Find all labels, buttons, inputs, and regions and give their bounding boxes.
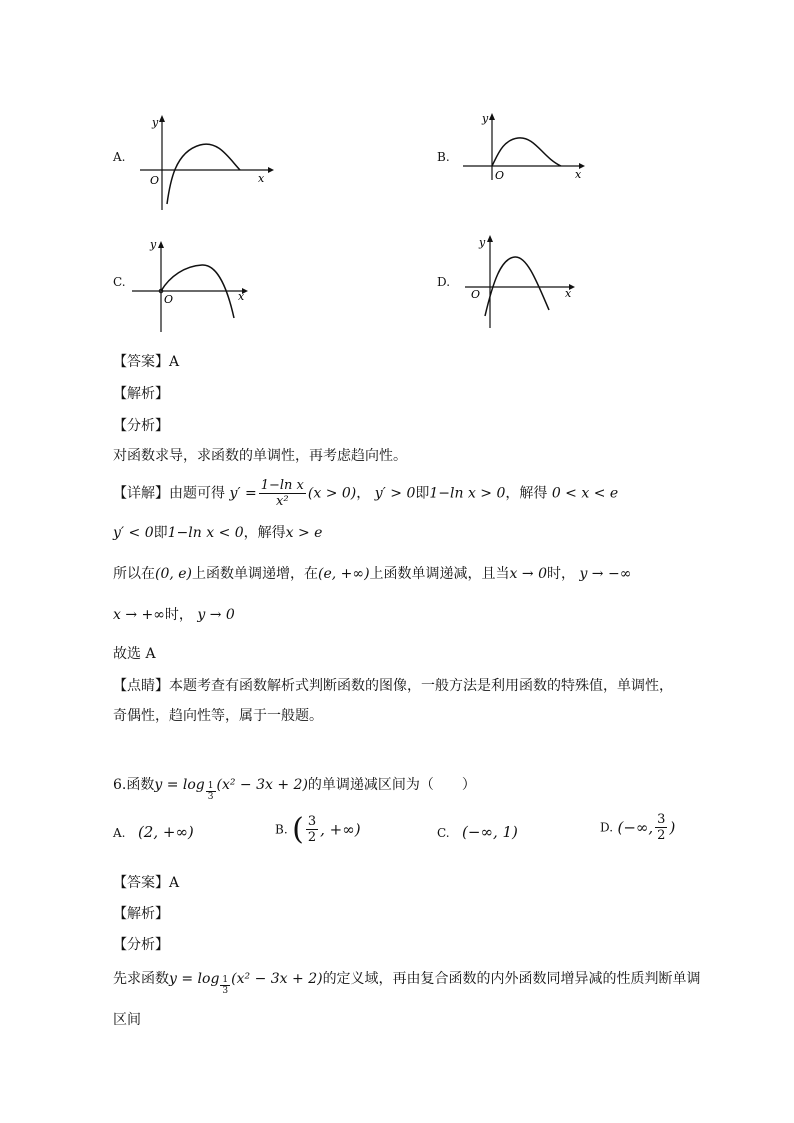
graph-b-curve — [492, 138, 561, 166]
graph-d-y-arrow — [487, 235, 493, 242]
q5-detail-line-4 — [113, 605, 235, 625]
q6-arg: (x² − 3x + 2) — [216, 777, 308, 793]
option-b-label: B. — [437, 150, 450, 164]
q5-dianjing-line-2: 奇偶性，趋向性等，属于一般题。 — [113, 708, 323, 724]
q5-answer: 【答案】A — [113, 354, 180, 370]
option-a-label: A. — [113, 150, 126, 164]
q6-choice-d — [600, 812, 675, 843]
q5-detail-header: 【详解】 — [113, 485, 169, 502]
q6-choice-b-frac — [306, 814, 318, 845]
q5-ji-2: 即 — [153, 525, 168, 541]
q5-fenxi-text: 对函数求导，求函数的单调性，再考虑趋向性。 — [113, 448, 407, 464]
q6-choice-a — [113, 823, 194, 841]
graph-a-curve — [167, 144, 240, 204]
q5-text-3c: 上函数单调递增，在 — [192, 566, 319, 582]
q5-dianjing-text-1: 本题考查有函数解析式判断函数的图像，一般方法是利用函数的特殊值，单调性， — [169, 678, 673, 694]
q5-detail-text-1a: 由题可得 — [169, 485, 225, 502]
graph-d-origin: O — [471, 288, 481, 301]
q6-fenxi-header: 【分析】 — [113, 937, 169, 953]
graph-b-origin: O — [495, 169, 505, 182]
q5-fraction-den: x² — [276, 494, 289, 509]
q6-choice-a-label: A. — [113, 826, 126, 840]
graph-d — [465, 232, 585, 336]
q6-choice-d-pre: (−∞, — [617, 818, 654, 837]
q5-jiede-1: ，解得 — [505, 485, 548, 502]
q5-detail-line-2 — [113, 523, 322, 543]
q5-ineq-1: 1−ln x > 0 — [429, 485, 506, 502]
q5-ji-1: 即 — [415, 485, 430, 502]
q6-question — [113, 770, 476, 802]
graph-c — [130, 236, 260, 340]
graph-c-y-label: y — [150, 238, 157, 251]
q5-ineq-2: 1−ln x < 0 — [167, 525, 244, 541]
graph-a-x-arrow — [268, 167, 274, 173]
q6-log-base-num: 1 — [207, 781, 214, 791]
q5-limit-y0: y → 0 — [197, 607, 235, 623]
graph-c-y-arrow — [158, 241, 164, 248]
q6-choice-c — [437, 823, 518, 841]
q5-solution-1: 0 < x < e — [551, 485, 619, 502]
q5-detail-line-1 — [113, 478, 618, 509]
q6-choice-b — [275, 812, 361, 847]
q5-limit-xinf: x → +∞ — [113, 607, 165, 623]
q6-fenxi-line-2: 区间 — [113, 1012, 141, 1028]
q6-choice-d-num: 3 — [657, 812, 666, 827]
q6-fenxi-log-base — [220, 975, 230, 996]
q5-comma: ， — [356, 485, 371, 502]
q6-log-base-den: 3 — [207, 792, 214, 802]
q5-limit-yneg: y → −∞ — [579, 566, 632, 582]
q6-choice-c-text: (−∞, 1) — [462, 823, 518, 841]
q6-analysis-header: 【解析】 — [113, 906, 169, 922]
q6-choice-b-den: 2 — [307, 830, 317, 845]
q6-suffix: 的单调递减区间为（ ） — [307, 777, 476, 793]
q6-choice-d-frac — [655, 812, 667, 843]
graph-a-svg — [140, 112, 280, 212]
q5-jiede-2: ，解得 — [243, 525, 286, 541]
option-c-label: C. — [113, 275, 126, 289]
q6-choice-d-post: ) — [669, 818, 676, 837]
q5-derivative-fraction — [259, 478, 306, 509]
graph-d-svg — [465, 232, 585, 332]
graph-a-origin: O — [150, 174, 160, 187]
graph-b-svg — [463, 110, 593, 190]
graph-d-y-label: y — [479, 236, 486, 249]
q5-choose: 故选 A — [113, 646, 156, 662]
q6-fenxi-a: 先求函数 — [113, 971, 169, 987]
graph-c-svg — [130, 236, 260, 336]
q5-analysis-header: 【解析】 — [113, 386, 169, 402]
graph-d-x-label: x — [565, 287, 572, 300]
q6-choice-d-den: 2 — [657, 828, 666, 843]
q5-fenxi-header: 【分析】 — [113, 418, 169, 434]
q6-fenxi-b: 的定义域，再由复合函数的内外函数同增异减的性质判断单调 — [322, 971, 701, 987]
q6-fenxi-base-den: 3 — [222, 986, 229, 996]
q6-prefix: 6.函数 — [113, 777, 155, 793]
q6-choice-b-open: ( — [292, 812, 304, 847]
graph-a-y-arrow — [159, 115, 165, 122]
graph-c-origin: O — [164, 293, 174, 306]
q5-text-3e: 上函数单调递减，且当 — [369, 566, 510, 582]
q6-choice-a-text: (2, +∞) — [137, 823, 194, 841]
q5-limit-x0: x → 0 — [509, 566, 547, 582]
q6-choice-b-num: 3 — [307, 814, 317, 829]
graph-b-x-label: x — [575, 168, 582, 181]
q5-dianjing-line-1 — [113, 676, 673, 696]
q5-interval-inc: (0, e) — [155, 566, 193, 582]
graph-a — [140, 112, 280, 216]
q6-log-base — [206, 781, 216, 802]
q5-text-3a: 所以在 — [113, 566, 155, 582]
q5-interval-dec: (e, +∞) — [318, 566, 370, 582]
q5-dianjing-header: 【点睛】 — [113, 678, 169, 694]
q6-choice-b-label: B. — [275, 822, 288, 837]
graph-b-y-label: y — [482, 112, 489, 125]
graph-a-y-label: y — [152, 116, 159, 129]
q6-choice-c-label: C. — [437, 826, 450, 840]
q6-choice-d-label: D. — [600, 820, 614, 835]
q6-fenxi-func: y = log — [169, 971, 220, 987]
q5-domain: (x > 0) — [307, 485, 357, 502]
q5-detail-line-3 — [113, 564, 631, 584]
option-d-label: D. — [437, 275, 451, 289]
graph-c-x-label: x — [238, 290, 245, 303]
q5-pos-deriv: y′ > 0 — [374, 485, 416, 502]
q6-fenxi-arg: (x² − 3x + 2) — [231, 971, 323, 987]
q6-fenxi-base-num: 1 — [222, 975, 229, 985]
q6-fenxi-line-1 — [113, 964, 701, 996]
q6-func: y = log — [154, 777, 205, 793]
q5-fraction-num: 1−ln x — [260, 478, 304, 493]
graph-a-x-label: x — [258, 172, 265, 185]
q5-text-3g: 时， — [546, 566, 575, 582]
q5-solution-2: x > e — [285, 525, 323, 541]
q5-derivative: y′ = — [229, 485, 257, 502]
q5-text-4b: 时， — [164, 607, 193, 623]
graph-b-y-arrow — [489, 113, 495, 120]
q6-choice-b-post: , +∞) — [320, 820, 361, 839]
graph-b — [463, 110, 593, 194]
q5-neg-deriv: y′ < 0 — [113, 525, 154, 541]
q6-answer: 【答案】A — [113, 875, 180, 891]
